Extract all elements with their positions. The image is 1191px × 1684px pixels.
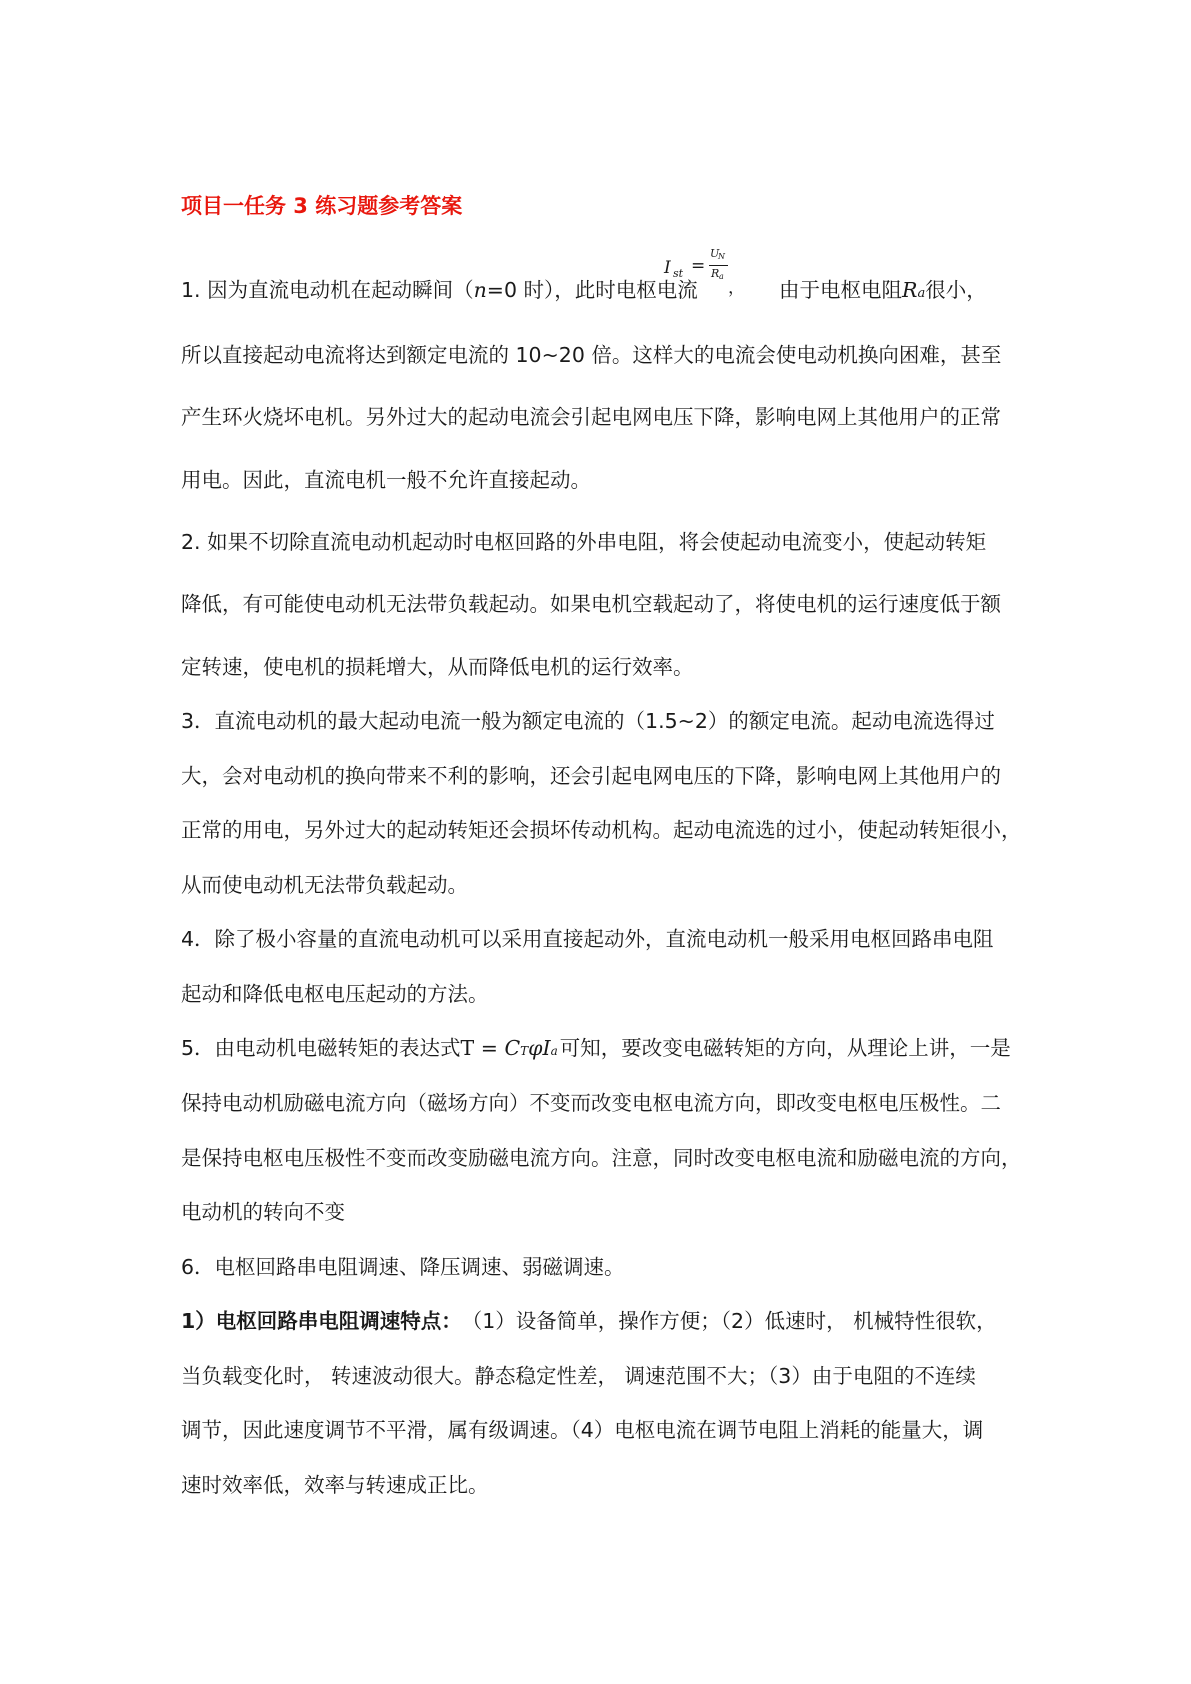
formula-equals: = <box>691 256 706 276</box>
page-title: 项目一任务 3 练习题参考答案 <box>181 194 463 218</box>
p7-line-3: 调节，因此速度调节不平滑，属有级调速。（4）电枢电流在调节电阻上消耗的能量大，调 <box>181 1418 984 1442</box>
p3-line-3: 正常的用电，另外过大的起动转矩还会损坏传动机构。起动电流选的过小，使起动转矩很小， <box>181 818 1022 842</box>
formula-num: U <box>710 247 720 260</box>
p2-line-3: 定转速，使电机的损耗增大，从而降低电机的运行效率。 <box>181 655 694 679</box>
p3-line-2: 大，会对电动机的换向带来不利的影响，还会引起电网电压的下降，影响电网上其他用户的 <box>181 764 1001 788</box>
formula-comma: ， <box>728 278 745 298</box>
p1-line-4: 用电。因此，直流电机一般不允许直接起动。 <box>181 468 591 492</box>
formula-lhs: I <box>664 258 671 278</box>
p2-line-1: 2. 如果不切除直流电动机起动时电枢回路的外串电阻，将会使起动电流变小，使起动转矩 <box>181 530 987 554</box>
p3-line-4: 从而使电动机无法带负载起动。 <box>181 873 468 897</box>
p6-line-1: 6．电枢回路串电阻调速、降压调速、弱磁调速。 <box>181 1255 625 1279</box>
p1-line-2: 所以直接起动电流将达到额定电流的 10~20 倍。这样大的电流会使电动机换向困难，甚至 <box>181 343 1002 367</box>
p5-line-3: 是保持电枢电压极性不变而改变励磁电流方向。注意，同时改变电枢电流和励磁电流的方向， <box>181 1146 1022 1170</box>
formula-den: R <box>711 267 720 280</box>
p4-line-1: 4．除了极小容量的直流电动机可以采用直接起动外，直流电动机一般采用电枢回路串电阻 <box>181 927 994 951</box>
p2-line-2: 降低，有可能使电动机无法带负载起动。如果电机空载起动了，将使电机的运行速度低于额 <box>181 592 1001 616</box>
p4-line-2: 起动和降低电枢电压起动的方法。 <box>181 982 489 1006</box>
formula-num-sub: N <box>718 252 725 261</box>
p5-line-1: 5．由电动机电磁转矩的表达式 T = CTφIa 可知，要改变电磁转矩的方向，从理论上讲，一是 <box>181 1033 1019 1066</box>
p3-line-1: 3．直流电动机的最大起动电流一般为额定电流的（1.5~2）的额定电流。起动电流选得过 <box>181 709 995 733</box>
p1-line-1-tail: 由于电枢电阻Ra很小， <box>779 278 987 302</box>
formula-torque: T = CTφIa <box>460 1036 558 1060</box>
p1-line-3: 产生环火烧坏电机。另外过大的起动电流会引起电网电压下降，影响电网上其他用户的正常 <box>181 405 1001 429</box>
p5-line-2: 保持电动机励磁电流方向（磁场方向）不变而改变电枢电流方向，即改变电枢电压极性。二 <box>181 1091 1001 1115</box>
formula-den-sub: a <box>719 272 724 281</box>
p7-line-2: 当负载变化时， 转速波动很大。静态稳定性差， 调速范围不大；（3）由于电阻的不连续 <box>181 1364 976 1388</box>
formula-lhs-sub: st <box>673 267 684 280</box>
p5-line-4: 电动机的转向不变 <box>181 1200 345 1224</box>
p1-line-1: 1. 因为直流电动机在起动瞬间（ n =0 时），此时电枢电流 <box>181 278 698 302</box>
p7-heading: 1）电枢回路串电阻调速特点： <box>181 1309 462 1333</box>
p7-line-1: 1）电枢回路串电阻调速特点： （1）设备简单，操作方便；（2）低速时， 机械特性很软， <box>181 1306 1019 1336</box>
formula-fraction-bar <box>709 265 728 266</box>
p7-line-4: 速时效率低，效率与转速成正比。 <box>181 1473 489 1497</box>
